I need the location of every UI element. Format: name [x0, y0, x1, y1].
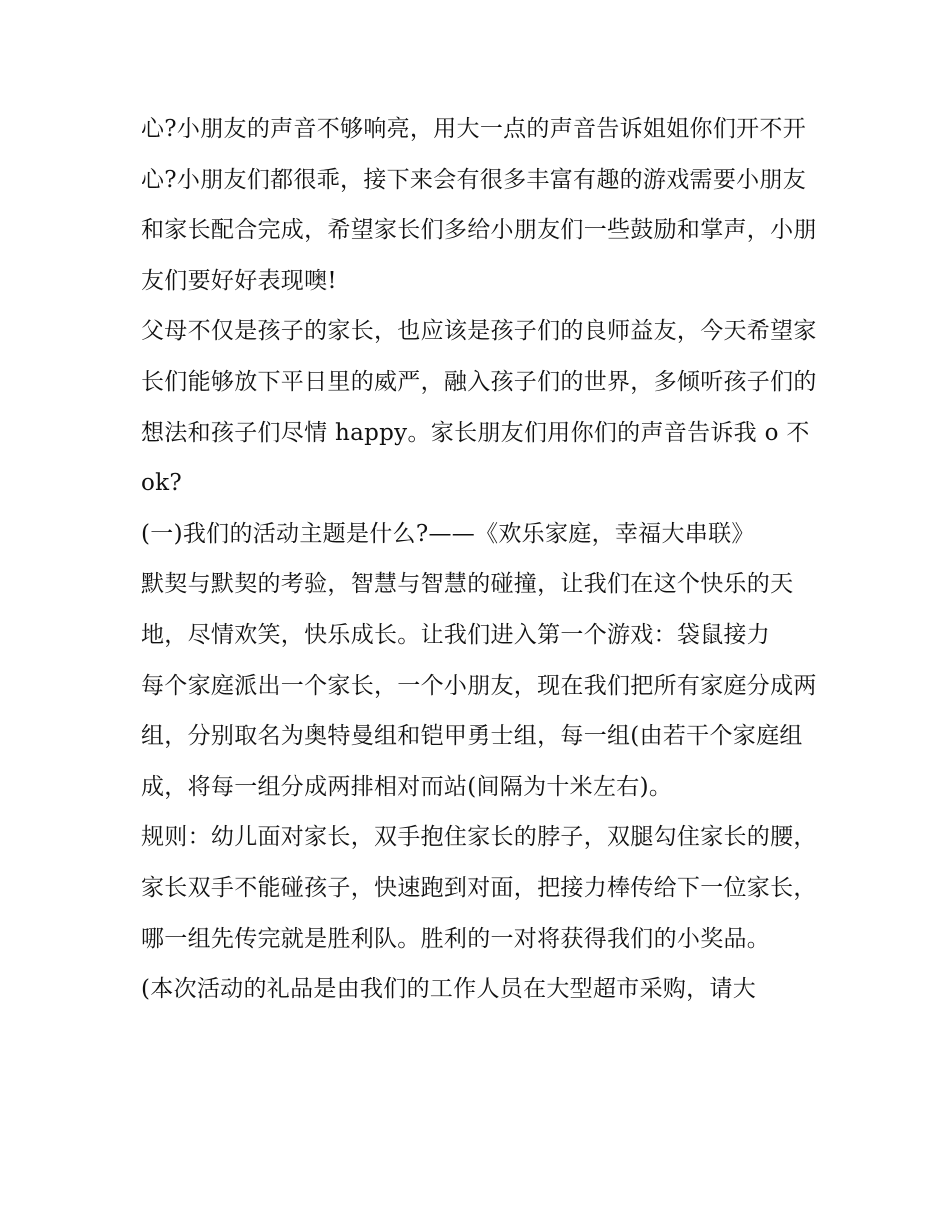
paragraph-6: 规则：幼儿面对家长，双手抱住家长的脖子，双腿勾住家长的腰，家长双手不能碰孩子，快速跑到对面，把接力棒传给下一位家长，哪一组先传完就是胜利队。胜利的一对将获得我们的小奖品。	[141, 824, 817, 952]
paragraph-5: 每个家庭派出一个家长，一个小朋友，现在我们把所有家庭分成两组，分别取名为奥特曼组和铠甲勇士组，每一组(由若干个家庭组成，将每一组分成两排相对而站(间隔为十米左右)。	[141, 672, 817, 800]
paragraph-1: 心?小朋友的声音不够响亮，用大一点的声音告诉姐姐你们开不开心?小朋友们都很乖，接下来会有很多丰富有趣的游戏需要小朋友和家长配合完成，希望家长们多给小朋友们一些鼓励和掌声，小朋友们要好好表现噢!	[141, 116, 817, 294]
paragraph-2: 父母不仅是孩子的家长，也应该是孩子们的良师益友，今天希望家长们能够放下平日里的威严，融入孩子们的世界，多倾听孩子们的想法和孩子们尽情 happy。家长朋友们用你们的声音告诉我 o 不 ok?	[141, 318, 817, 497]
paragraph-3: (一)我们的活动主题是什么?——《欢乐家庭，幸福大串联》	[141, 520, 755, 547]
document-body	[141, 104, 821, 1015]
paragraph-7: (本次活动的礼品是由我们的工作人员在大型超市采购，请大	[141, 976, 757, 1003]
paragraph-4: 默契与默契的考验，智慧与智慧的碰撞，让我们在这个快乐的天地，尽情欢笑，快乐成长。让我们进入第一个游戏：袋鼠接力	[141, 571, 794, 648]
